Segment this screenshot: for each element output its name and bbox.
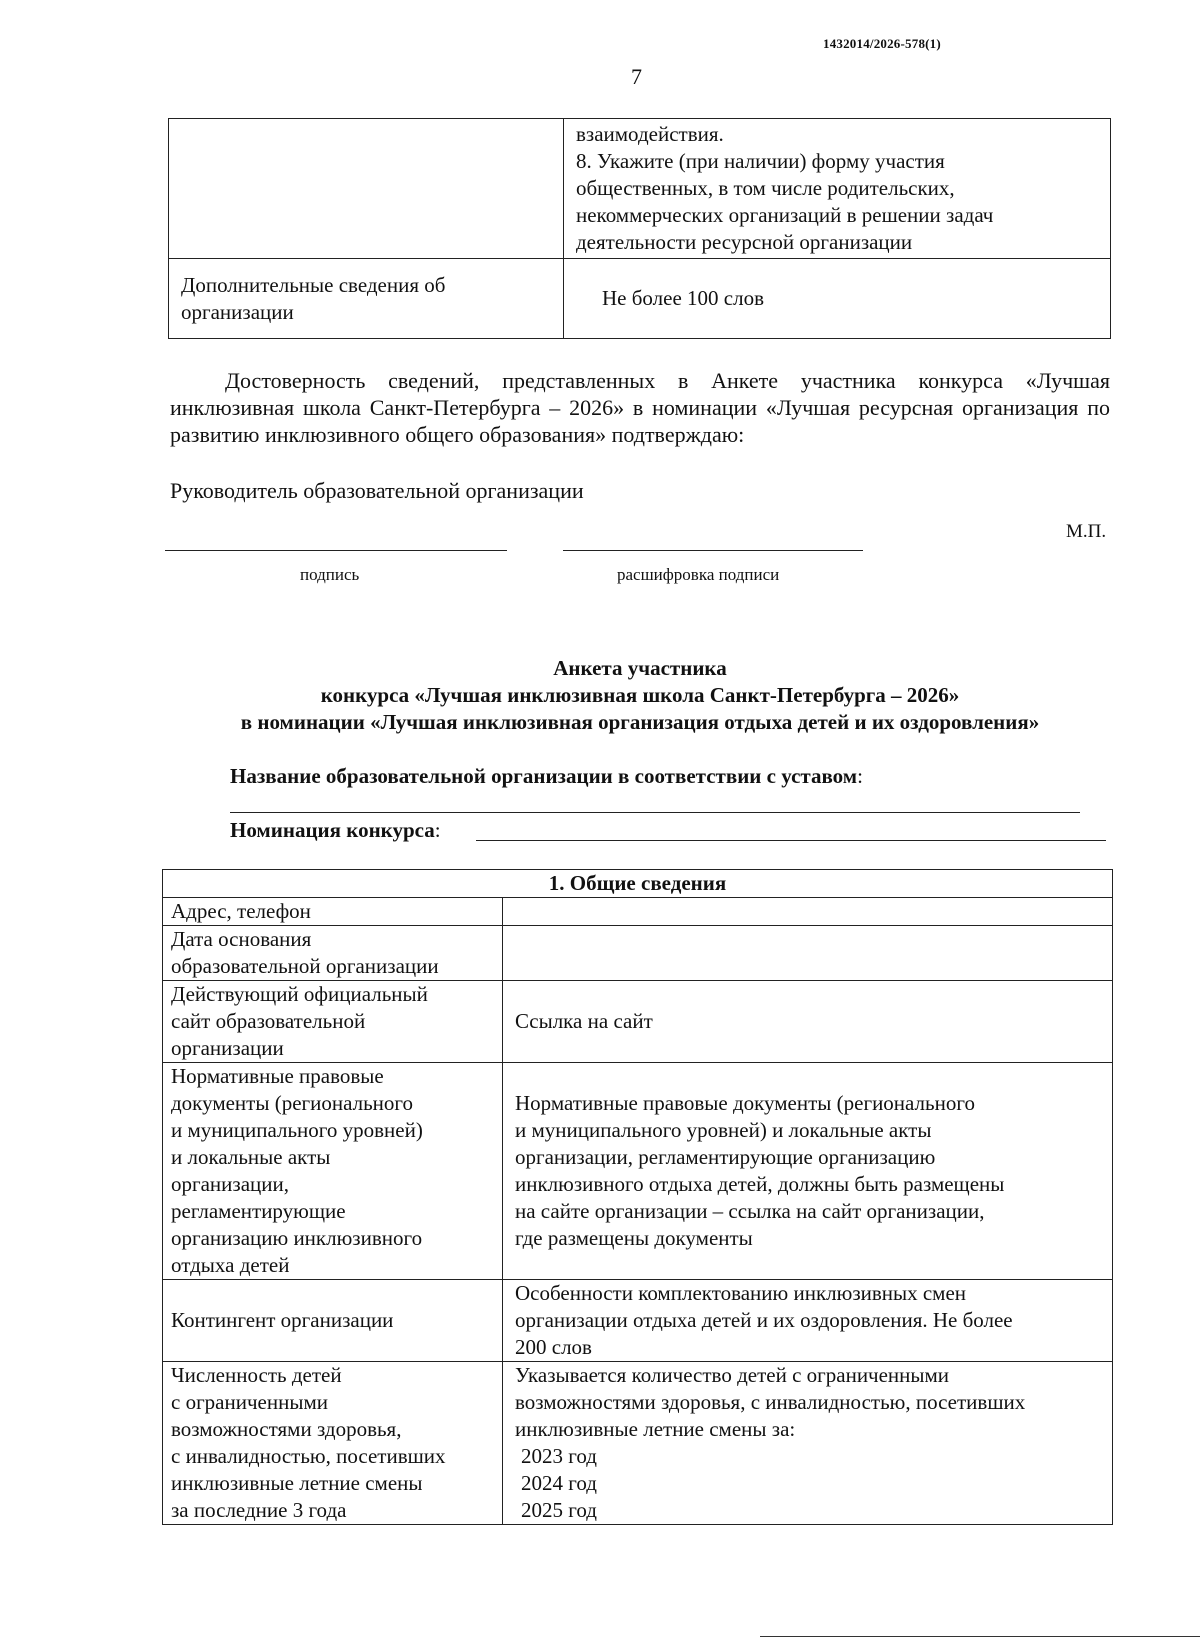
confirmation-text: Достоверность сведений, представленных в Анкете участника конкурса «Лучшая инклюзивная школа Санкт-Петербурга – 2026» в номинации «Лучшая ресурсная организация по развитию инклюзивного общего образования» подтверждаю: [170, 368, 1110, 447]
table-cell: Ссылка на сайт [503, 981, 1113, 1063]
table-cell: Дата основания образовательной организации [163, 926, 503, 981]
signature-caption: подпись [300, 565, 360, 584]
form-title-line: в номинации «Лучшая инклюзивная организация отдыха детей и их оздоровления» [240, 710, 1040, 734]
form-title-line: конкурса «Лучшая инклюзивная школа Санкт-Петербурга – 2026» [320, 683, 960, 707]
table-row [163, 1362, 1113, 1525]
form-title-line: Анкета участника [553, 656, 727, 680]
table-cell: взаимодействия. 8. Укажите (при наличии) форму участия общественных, в том числе родительских, некоммерческих организаций в решении задач деятельности ресурсной организации [564, 119, 1111, 259]
page-number: 7 [631, 64, 642, 89]
children-count-text: Указывается количество детей с ограниченными возможностями здоровья, с инвалидностью, посетивших инклюзивные летние смены за: [515, 1363, 1026, 1441]
additional-info-label: Дополнительные сведения об организации [169, 259, 564, 339]
table-cell [169, 119, 564, 259]
table-row [163, 981, 1113, 1063]
additional-info-value: Не более 100 слов [564, 259, 1111, 339]
table-cell [503, 898, 1113, 926]
top-table [168, 118, 1111, 339]
nomination-label [230, 818, 441, 843]
table-cell: Особенности комплектованию инклюзивных смен организации отдыха детей и их оздоровления. Не более 200 слов [503, 1280, 1113, 1362]
table-row [163, 870, 1113, 898]
table-cell [503, 926, 1113, 981]
form-title [120, 655, 1160, 736]
year-item: 2024 год [521, 1471, 597, 1495]
signature-line [165, 550, 507, 551]
page-edge-line [760, 1636, 1200, 1637]
table-cell: Адрес, телефон [163, 898, 503, 926]
table-cell [503, 1362, 1113, 1525]
table-row [163, 1063, 1113, 1280]
table-cell: Численность детей с ограниченными возможностями здоровья, с инвалидностью, посетивших инклюзивные летние смены за последние 3 года [163, 1362, 503, 1525]
table-row [163, 898, 1113, 926]
head-label: Руководитель образовательной организации [170, 478, 584, 503]
document-number: 1432014/2026-578(1) [823, 36, 941, 51]
table-cell: Действующий официальный сайт образовательной организации [163, 981, 503, 1063]
org-name-label-text: Название образовательной организации в соответствии с уставом [230, 764, 858, 788]
table-cell: Контингент организации [163, 1280, 503, 1362]
table-cell: Нормативные правовые документы (регионального и муниципального уровней) и локальные акты организации, регламентирующие организацию инклюзивного отдыха детей, должны быть размещены на сайте организации – ссылка на сайт организации, где размещены документы [503, 1063, 1113, 1280]
general-info-table [162, 869, 1113, 1525]
year-item: 2023 год [521, 1444, 597, 1468]
signature-decoding-caption: расшифровка подписи [617, 565, 780, 584]
table-row [169, 259, 1111, 339]
section-title: 1. Общие сведения [163, 870, 1113, 898]
signature-decoding-line [563, 550, 863, 551]
seal-mark: М.П. [1066, 521, 1107, 542]
nomination-colon: : [434, 818, 441, 842]
table-row [163, 1280, 1113, 1362]
table-row [163, 926, 1113, 981]
org-name-label [230, 764, 863, 789]
table-row [169, 119, 1111, 259]
nomination-field-line [476, 840, 1106, 841]
year-item: 2025 год [521, 1498, 597, 1522]
table-cell: Нормативные правовые документы (регионального и муниципального уровней) и локальные акты организации, регламентирующие организацию инклюзивного отдыха детей [163, 1063, 503, 1280]
nomination-label-text: Номинация конкурса [230, 818, 435, 842]
org-name-colon: : [857, 764, 863, 788]
org-name-field-line [230, 812, 1080, 813]
